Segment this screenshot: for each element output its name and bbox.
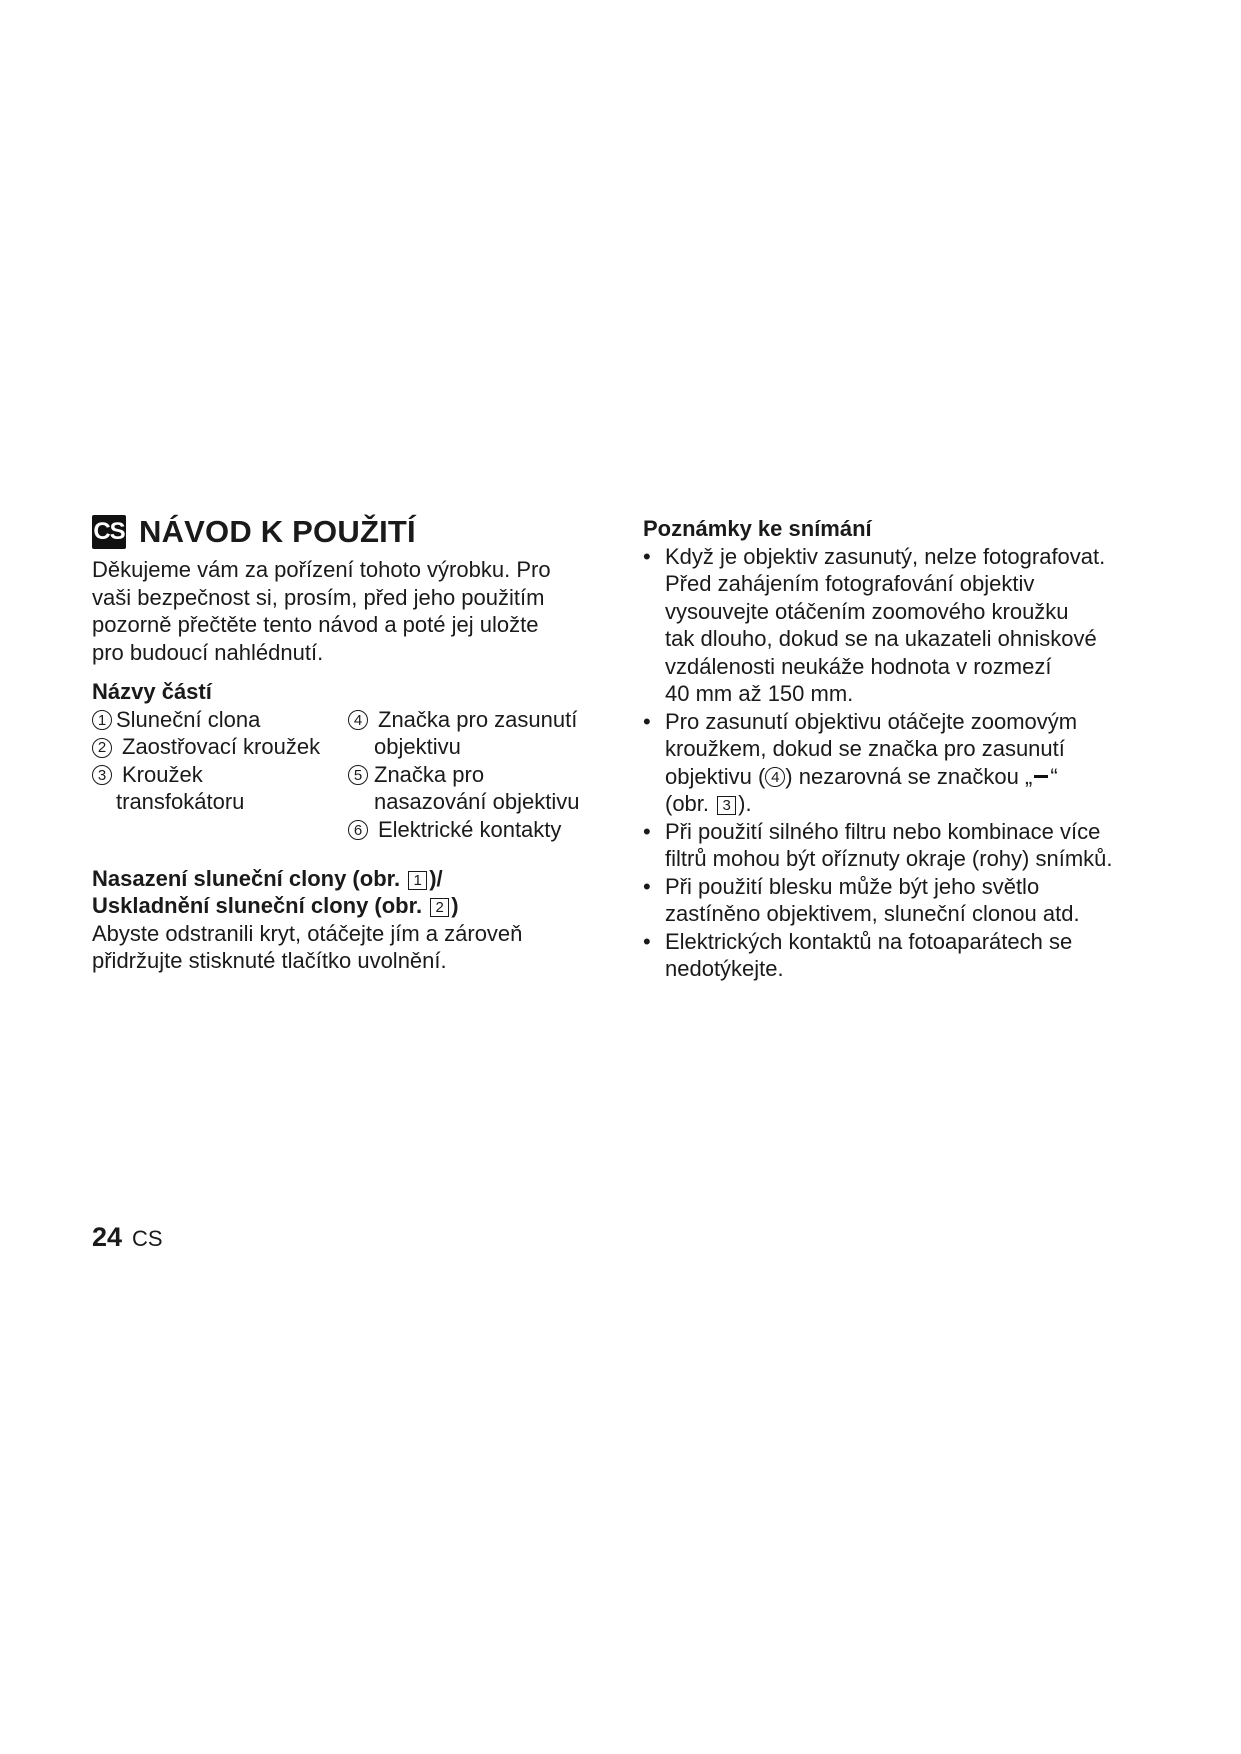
heading-text: )/ (429, 865, 443, 891)
number-3-icon: 3 (92, 765, 112, 785)
note-line: nedotýkejte. (665, 956, 784, 981)
note-line: Pro zasunutí objektivu otáčejte zoomovým (665, 708, 1078, 734)
intro-paragraph (92, 556, 622, 666)
part-label: Zaostřovací kroužek (122, 734, 321, 759)
note-line: filtrů mohou být oříznuty okraje (rohy) snímků. (665, 846, 1113, 871)
part-label: transfokátoru (116, 789, 245, 814)
language-badge: CS (92, 515, 126, 549)
notes-heading: Poznámky ke snímání (643, 516, 872, 541)
note-line: Při použití blesku může být jeho světlo (665, 873, 1040, 899)
note-line: Když je objektiv zasunutý, nelze fotografovat. (665, 543, 1106, 569)
part-label: Sluneční clona (116, 706, 261, 732)
number-6-icon: 6 (348, 820, 368, 840)
parts-heading: Názvy částí (92, 679, 212, 704)
number-2-icon: 2 (92, 738, 112, 758)
note-text: (obr. (665, 791, 716, 816)
sunhood-line: Abyste odstranili kryt, otáčejte jím a zároveň (92, 920, 523, 946)
intro-line: pro budoucí nahlédnutí. (92, 639, 324, 665)
part-item-3 (92, 761, 244, 816)
note-item (643, 818, 1203, 873)
note-text: ) nezarovná se značkou „ (785, 763, 1033, 789)
part-label: Elektrické kontakty (378, 816, 562, 842)
notes-list (643, 543, 1203, 983)
part-label: objektivu (374, 734, 461, 759)
intro-line: vaši bezpečnost si, prosím, před jeho použitím (92, 584, 545, 610)
left-column (92, 512, 622, 975)
parts-list (92, 706, 622, 851)
note-text: “ (1050, 763, 1058, 789)
figure-1-icon: 1 (408, 871, 427, 890)
number-4-icon: 4 (348, 710, 368, 730)
page-number: 24 (92, 1222, 123, 1252)
heading-text: Nasazení sluneční clony (obr. (92, 865, 407, 891)
note-line: zastíněno objektivem, sluneční clonou atd. (665, 901, 1080, 926)
note-line: vysouvejte otáčením zoomového kroužku (665, 598, 1069, 624)
title-row (92, 512, 622, 552)
page-title: NÁVOD K POUŽITÍ (139, 514, 416, 549)
number-5-icon: 5 (348, 765, 368, 785)
sunhood-line: přidržujte stisknuté tlačítko uvolnění. (92, 948, 447, 973)
page-language: CS (132, 1226, 163, 1251)
intro-line: Děkujeme vám za pořízení tohoto výrobku. Pro (92, 557, 551, 582)
sunhood-heading (92, 865, 622, 920)
note-item (643, 873, 1203, 928)
retract-mark-icon (1034, 775, 1048, 778)
note-item (643, 543, 1203, 708)
figure-3-icon: 3 (717, 796, 736, 815)
note-line: tak dlouho, dokud se na ukazateli ohniskové (665, 626, 1097, 651)
part-item-4 (348, 706, 577, 761)
part-item-5 (348, 761, 579, 816)
part-item-2 (92, 733, 320, 761)
note-line: Elektrických kontaktů na fotoaparátech se (665, 928, 1073, 954)
heading-text: ) (451, 893, 459, 918)
part-label: Značka pro zasunutí (378, 706, 578, 732)
part-item-1 (92, 706, 260, 734)
part-label: nasazování objektivu (374, 789, 580, 814)
part-item-6 (348, 816, 561, 844)
figure-2-icon: 2 (430, 898, 449, 917)
part-label: Kroužek (122, 761, 203, 787)
note-text: objektivu ( (665, 763, 766, 789)
right-column (643, 515, 1203, 983)
note-line: 40 mm až 150 mm. (665, 681, 854, 706)
note-text: ). (738, 791, 752, 816)
note-line: kroužkem, dokud se značka pro zasunutí (665, 736, 1065, 761)
note-line: Při použití silného filtru nebo kombinace více (665, 818, 1101, 844)
page-footer (92, 1222, 163, 1253)
note-line: vzdálenosti neukáže hodnota v rozmezí (665, 653, 1052, 679)
part-label: Značka pro (374, 761, 485, 787)
heading-text: Uskladnění sluneční clony (obr. (92, 893, 429, 918)
note-line: Před zahájením fotografování objektiv (665, 571, 1035, 596)
note-item (643, 708, 1203, 818)
number-4-icon: 4 (765, 767, 785, 787)
number-1-icon: 1 (92, 710, 112, 730)
note-item (643, 928, 1203, 983)
sunhood-paragraph (92, 920, 622, 975)
intro-line: pozorně přečtěte tento návod a poté jej uložte (92, 612, 539, 637)
